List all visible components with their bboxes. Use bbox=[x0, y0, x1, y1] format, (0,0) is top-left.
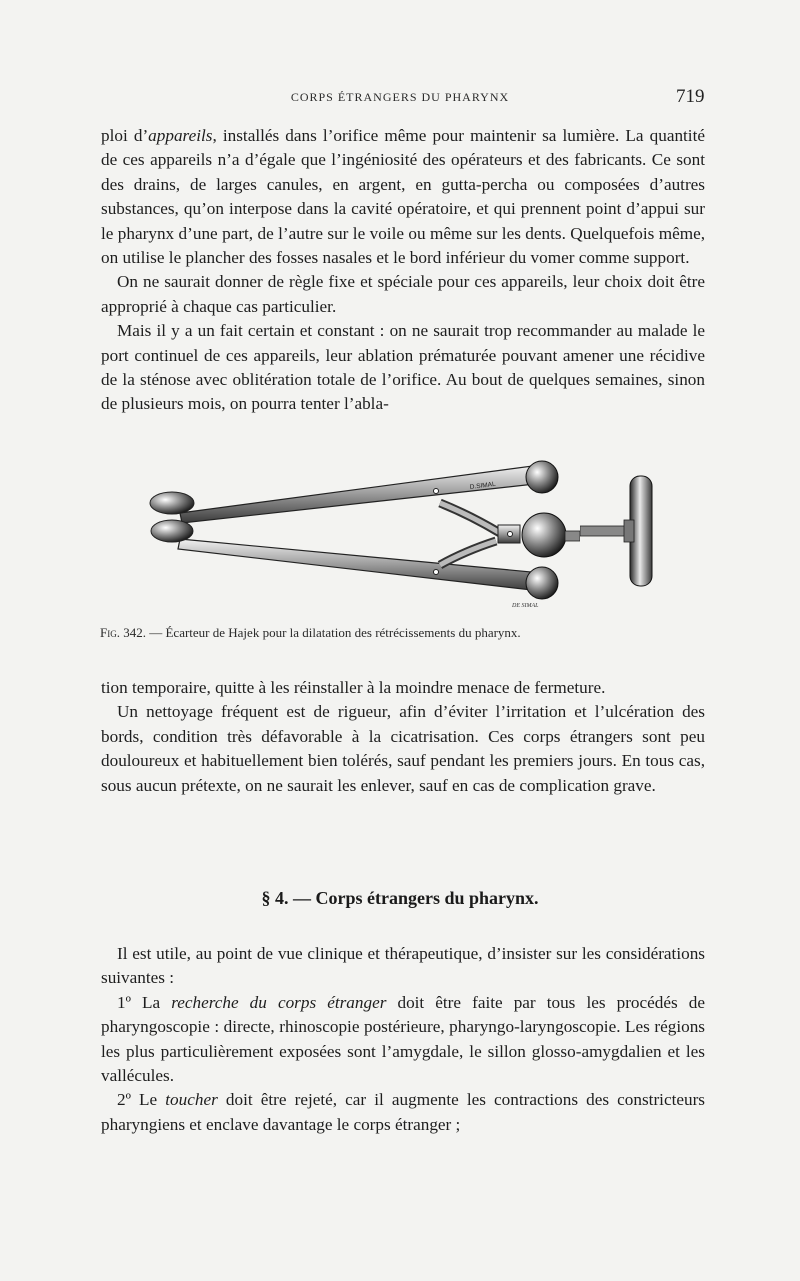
text-block-top bbox=[101, 124, 705, 417]
paragraph-toucher: 2º Le toucher doit être rejeté, car il augmente les contractions des constricteurs pharyngiens et enclave davantage le corps étranger ; bbox=[101, 1090, 705, 1134]
artist-signature: DE SIMAL bbox=[512, 603, 539, 609]
lower-blade bbox=[151, 520, 193, 542]
screw-shaft bbox=[580, 526, 630, 536]
paragraph-fait-certain: Mais il y a un fait certain et constant : on ne saurait trop recommander au malade le port continuel de ces appareils, leur ablation prématurée pouvant amener une récidive de la sténose avec oblitération totale de l’orifice. Au bout de quelques semaines, sinon de plusieurs mois, on pourra tenter l’abla- bbox=[101, 321, 705, 414]
paragraph-considerations: Il est utile, au point de vue clinique et thérapeutique, d’insister sur les considérations suivantes : bbox=[101, 944, 705, 988]
paragraph-nettoyage: Un nettoyage fréquent est de rigueur, afin d’éviter l’irritation et l’ulcération des bords, condition très défavorable à la cicatrisation. Ces corps étrangers sont peu douloureux et habituellement bien tolérés, sauf pendant les premiers jours. En tous cas, sous aucun prétexte, on ne saurait les enlever, sauf en cas de complication grave. bbox=[101, 702, 705, 795]
figure-caption: Fig. 342. — Écarteur de Hajek pour la dilatation des rétrécissements du pharynx. bbox=[100, 625, 521, 640]
text-block-bottom bbox=[101, 942, 705, 1137]
upper-knob bbox=[526, 461, 558, 493]
t-handle-illustration bbox=[580, 470, 660, 590]
running-title: CORPS ÉTRANGERS DU PHARYNX bbox=[290, 90, 510, 104]
lower-knob bbox=[526, 567, 558, 599]
section-heading: § 4. — Corps étrangers du pharynx. bbox=[261, 888, 539, 908]
screw-thread bbox=[565, 531, 580, 541]
upper-blade bbox=[150, 492, 194, 514]
upper-arm bbox=[180, 465, 544, 523]
paragraph-ablation: tion temporaire, quitte à les réinstaller à la moindre menace de fermeture. bbox=[101, 678, 606, 697]
engraver-mark: D.SIMAL bbox=[469, 480, 497, 491]
paragraph-appareils: ploi d’appareils, installés dans l’orifice même pour maintenir sa lumière. La quantité de ces appareils n’a d’égale que l’ingéniosité des opérateurs et des fabricants. Ce sont des drains, de larges canules, en argent, en gutta-percha ou composées d’autres substances, qu’on interpose dans la cavité opératoire, et qui prennent point d’appui sur le pharynx d’une part, de l’autre sur le voile ou même sur les dents. Quelquefois même, on utilise le plancher des fosses nasales et le bord inférieur du vomer comme support. bbox=[101, 126, 705, 268]
text-block-middle bbox=[101, 676, 705, 798]
paragraph-regle: On ne saurait donner de règle fixe et spéciale pour ces appareils, leur choix doit être approprié à chaque cas particulier. bbox=[101, 272, 705, 316]
page-number: 719 bbox=[676, 86, 705, 107]
paragraph-recherche: 1º La recherche du corps étranger doit être faite par tous les procédés de pharyngoscopie : directe, rhinoscopie postérieure, pharyngo-laryngoscopie. Les régions les plus particulièrement exposées sont l’amygdale, le sillon glosso-amygdalien et les vallécules. bbox=[101, 992, 705, 1086]
center-knob bbox=[522, 513, 566, 557]
hajek-retractor-illustration bbox=[140, 455, 580, 615]
